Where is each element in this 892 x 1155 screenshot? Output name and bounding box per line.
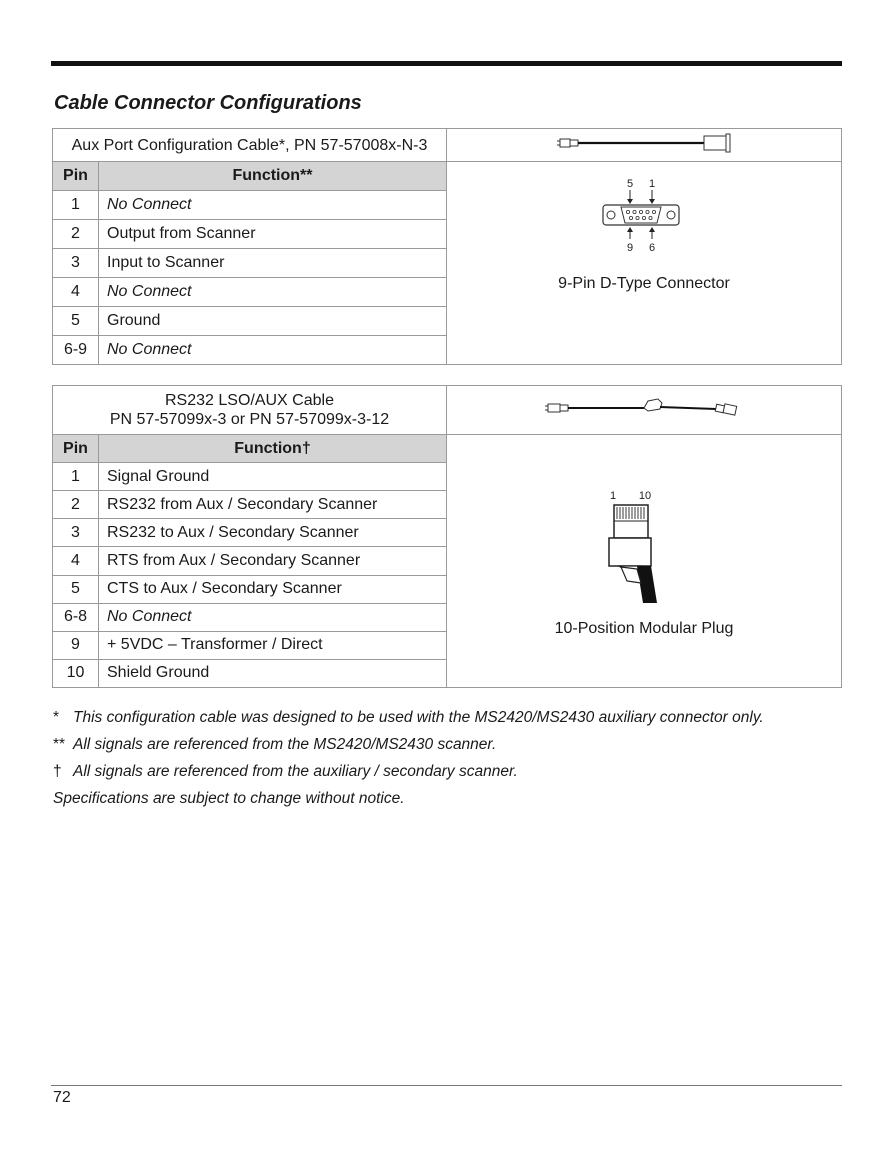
pin-cell: 5 (53, 575, 99, 603)
pin-label-9: 9 (626, 242, 634, 254)
connector-caption: 9-Pin D-Type Connector (558, 275, 730, 292)
cable-name (53, 386, 447, 435)
pin-cell: 6-8 (53, 603, 99, 631)
page-number: 72 (53, 1089, 71, 1106)
function-cell: No Connect (99, 278, 447, 307)
10-position-modular-plug-icon (607, 487, 677, 605)
pin-cell: 3 (53, 249, 99, 278)
function-column-header: Function** (99, 162, 447, 191)
footnote-mark: * (53, 709, 60, 726)
function-cell: RS232 from Aux / Secondary Scanner (99, 491, 447, 519)
function-cell: Shield Ground (99, 659, 447, 687)
plug-label-10: 10 (638, 490, 652, 502)
cable-illustration (447, 129, 842, 162)
pin-cell: 1 (53, 191, 99, 220)
cable-name: Aux Port Configuration Cable*, PN 57-57008x-N-3 (53, 129, 447, 162)
function-cell: Signal Ground (99, 463, 447, 491)
specifications-note (53, 790, 853, 817)
footnote-text: This configuration cable was designed to be used with the MS2420/MS2430 auxiliary connector only. (73, 709, 764, 726)
cable-illustration (447, 386, 842, 435)
function-cell: RS232 to Aux / Secondary Scanner (99, 519, 447, 547)
function-cell: No Connect (99, 191, 447, 220)
function-cell: Output from Scanner (99, 220, 447, 249)
footnote-text: All signals are referenced from the auxiliary / secondary scanner. (73, 763, 518, 780)
cable-name-line1: RS232 LSO/AUX Cable (165, 392, 334, 409)
function-cell: No Connect (99, 336, 447, 365)
pin-cell: 10 (53, 659, 99, 687)
function-cell: Ground (99, 307, 447, 336)
aux-port-config-table (52, 128, 842, 365)
pin-cell: 2 (53, 220, 99, 249)
function-cell: CTS to Aux / Secondary Scanner (99, 575, 447, 603)
pin-cell: 4 (53, 547, 99, 575)
rs232-lso-aux-table (52, 385, 842, 688)
footnote-text: Specifications are subject to change without notice. (53, 790, 405, 807)
d-type-connector-cell (447, 162, 842, 365)
plug-label-1: 1 (609, 490, 617, 502)
function-cell: + 5VDC – Transformer / Direct (99, 631, 447, 659)
top-rule (51, 61, 842, 66)
modular-plug-cell (447, 435, 842, 688)
footnote-text: All signals are referenced from the MS2420/MS2430 scanner. (73, 736, 497, 753)
footnotes (53, 709, 853, 817)
9-pin-d-connector-icon (602, 176, 682, 256)
pin-cell: 6-9 (53, 336, 99, 365)
footnote-mark: † (53, 763, 62, 780)
pin-cell: 2 (53, 491, 99, 519)
function-cell: No Connect (99, 603, 447, 631)
pin-cell: 3 (53, 519, 99, 547)
pin-label-5: 5 (626, 178, 634, 190)
bottom-rule (51, 1085, 842, 1086)
page-title: Cable Connector Configurations (54, 92, 362, 114)
pin-cell: 4 (53, 278, 99, 307)
pin-column-header: Pin (53, 435, 99, 463)
pin-cell: 1 (53, 463, 99, 491)
footnote-dagger (53, 763, 853, 790)
function-column-header: Function† (99, 435, 447, 463)
footnote-mark: ** (53, 736, 66, 753)
pin-label-1: 1 (648, 178, 656, 190)
footnote-double-asterisk (53, 736, 853, 763)
plug-caption: 10-Position Modular Plug (554, 620, 734, 637)
aux-cable-icon (554, 131, 734, 155)
footnote-asterisk (53, 709, 853, 736)
pin-label-6: 6 (648, 242, 656, 254)
pin-cell: 9 (53, 631, 99, 659)
cable-name-line2: PN 57-57099x-3 or PN 57-57099x-3-12 (109, 411, 390, 428)
rs232-cable-icon (544, 395, 744, 421)
function-cell: RTS from Aux / Secondary Scanner (99, 547, 447, 575)
pin-column-header: Pin (53, 162, 99, 191)
pin-cell: 5 (53, 307, 99, 336)
function-cell: Input to Scanner (99, 249, 447, 278)
